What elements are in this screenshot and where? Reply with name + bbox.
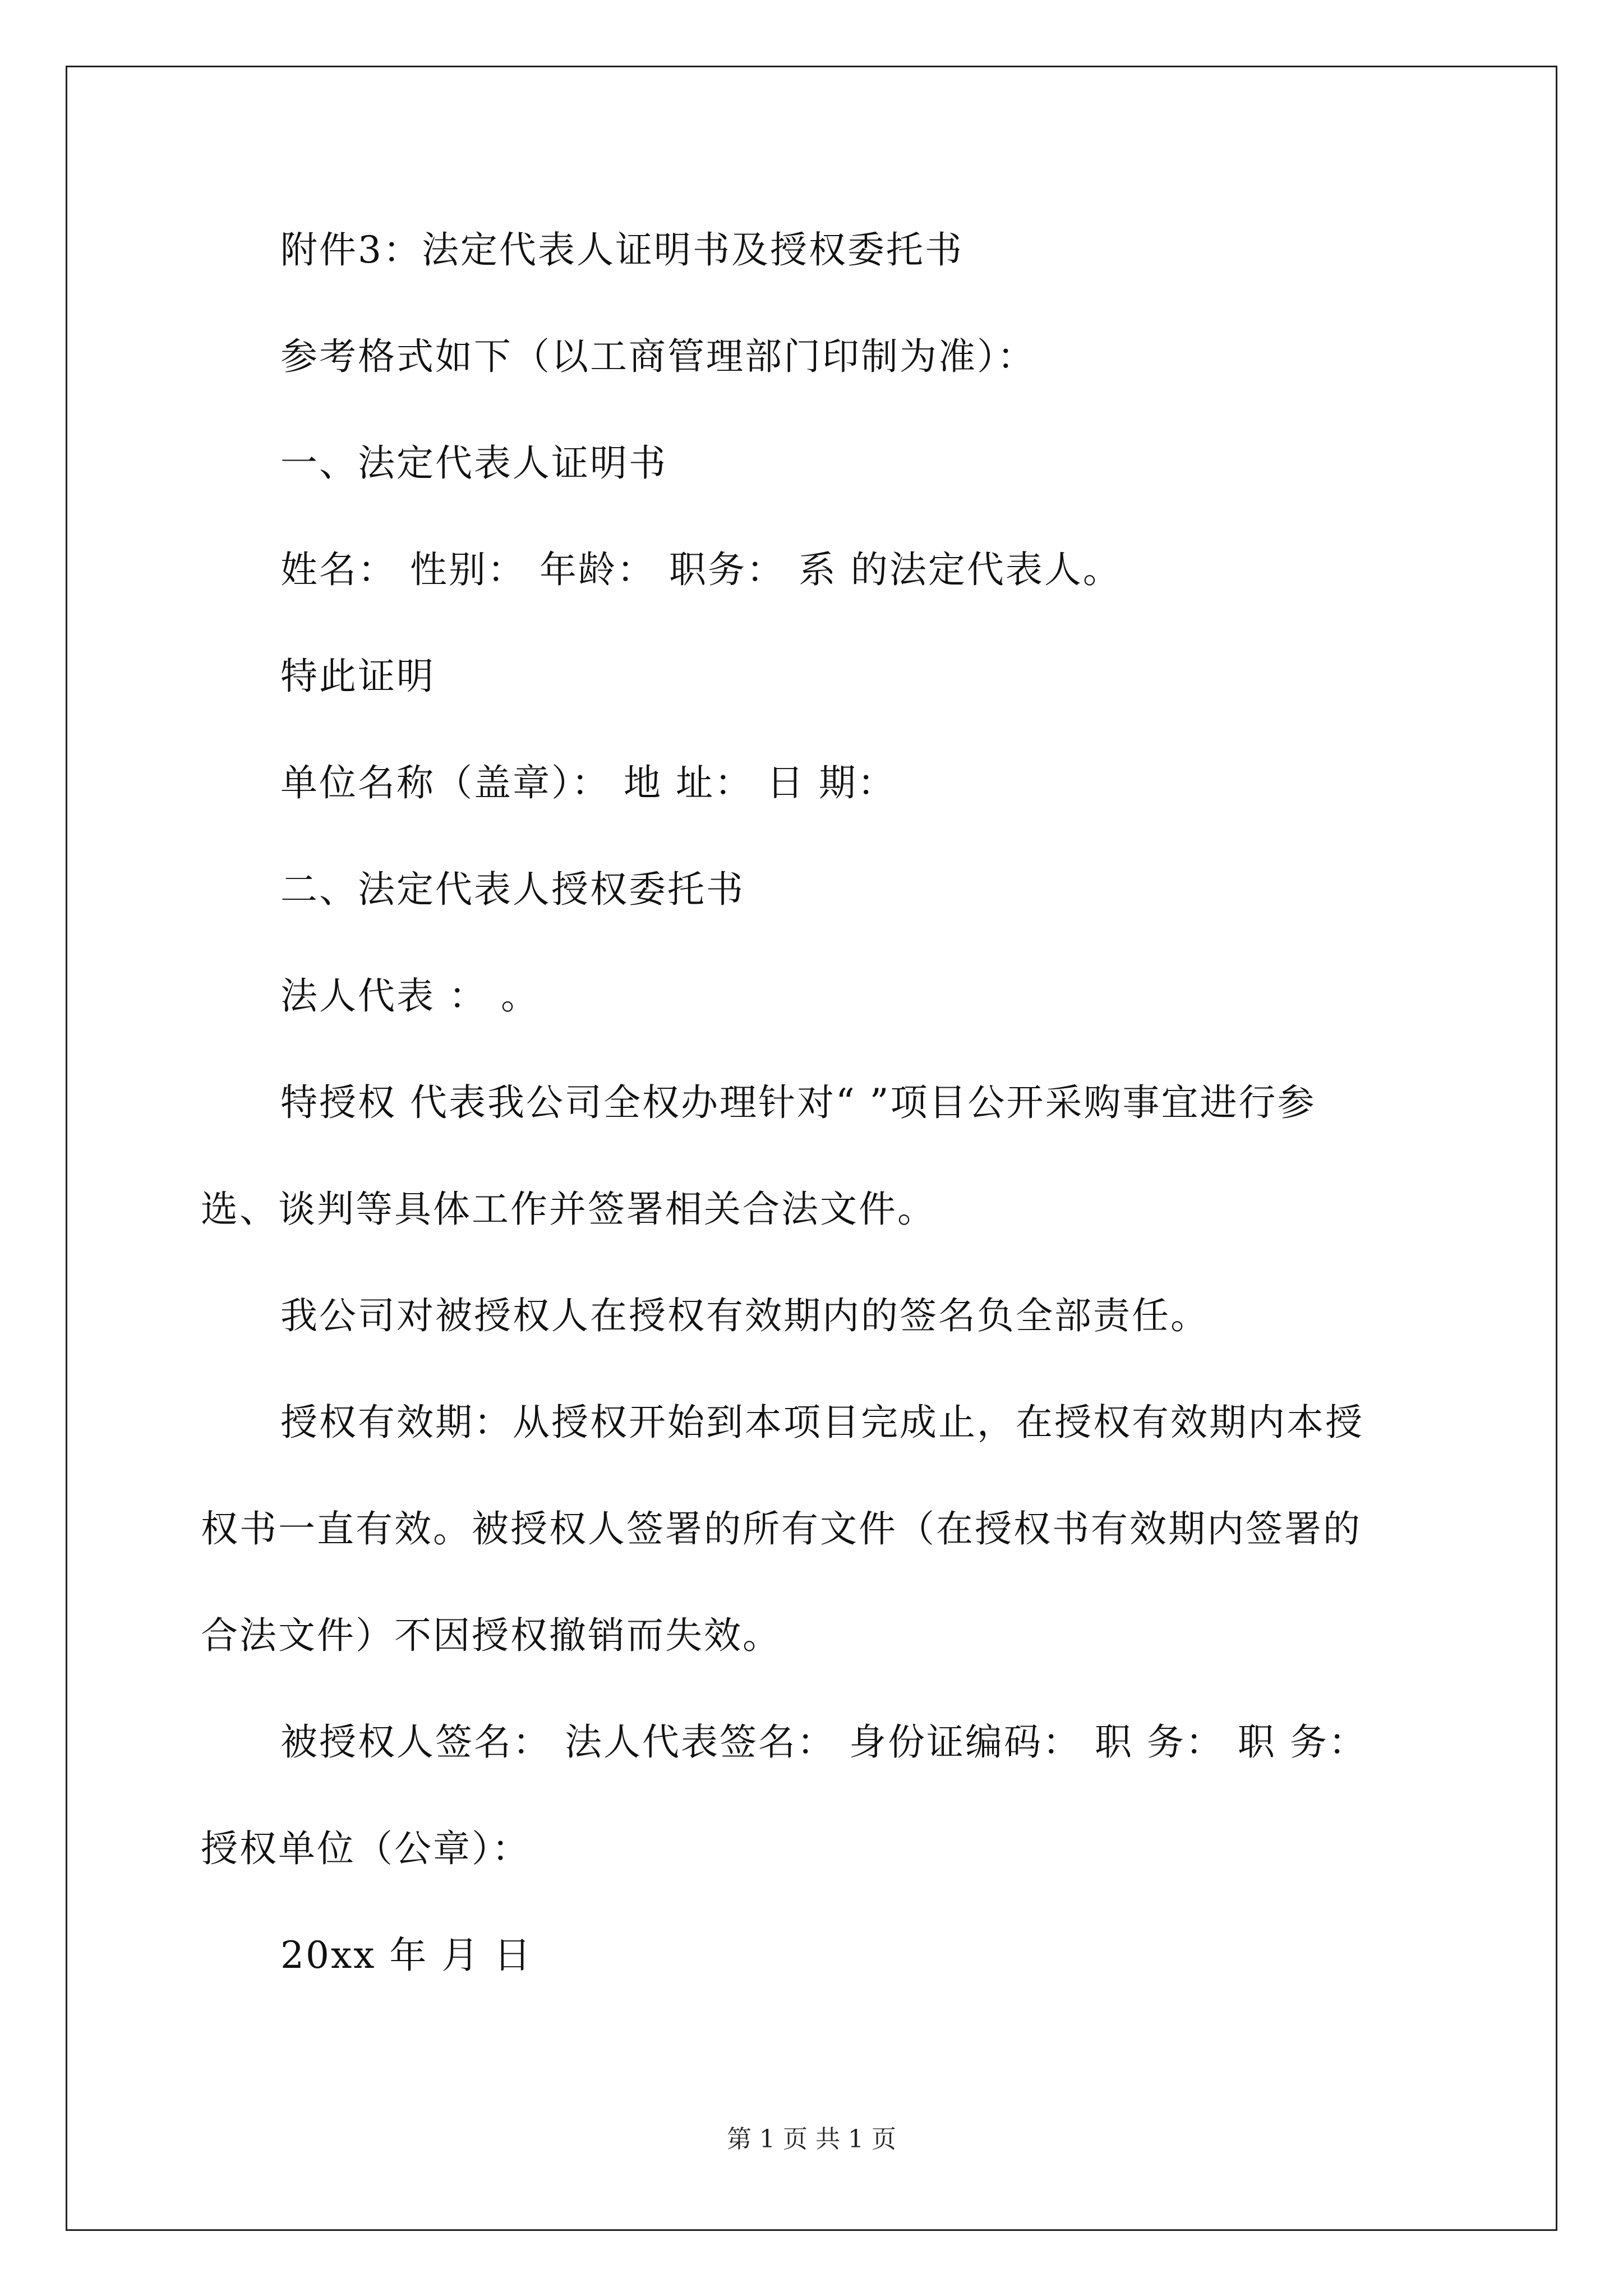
section1-certify: 特此证明 [280, 655, 435, 698]
section2-sign-line1: 被授权人签名： 法人代表签名： 身份证编码： 职 务： 职 务： [280, 1720, 1367, 1764]
section2-para1-line2: 选、谈判等具体工作并签署相关合法文件。 [201, 1188, 936, 1231]
section2-para3-line2: 权书一直有效。被授权人签署的所有文件（在授权书有效期内签署的 [201, 1507, 1362, 1550]
section2-title: 二、法定代表人授权委托书 [280, 868, 745, 911]
section2-para1-line1: 特授权 代表我公司全权办理针对“ ”项目公开采购事宜进行参 [280, 1081, 1316, 1124]
section2-sign-line2: 授权单位（公章）： [201, 1827, 531, 1870]
section2-para3-line1: 授权有效期：从授权开始到本项目完成止，在授权有效期内本授 [280, 1401, 1364, 1444]
section1-title: 一、法定代表人证明书 [280, 441, 667, 485]
section1-sign: 单位名称（盖章）： 地 址： 日 期： [280, 761, 896, 804]
section1-fields: 姓名： 性别： 年龄： 职务： 系 的法定代表人。 [280, 548, 1122, 591]
section2-para2: 我公司对被授权人在授权有效期内的签名负全部责任。 [280, 1294, 1209, 1337]
section2-rep: 法人代表 ： 。 [280, 974, 540, 1018]
page-frame [66, 66, 1557, 2231]
section2-para3-line3: 合法文件）不因授权撤销而失效。 [201, 1614, 781, 1657]
page-number-footer: 第 1 页 共 1 页 [727, 2125, 896, 2154]
intro-text: 参考格式如下（以工商管理部门印制为准）： [280, 335, 1036, 378]
section2-date: 20xx 年 月 日 [280, 1934, 533, 1977]
document-heading: 附件3：法定代表人证明书及授权委托书 [280, 228, 963, 272]
